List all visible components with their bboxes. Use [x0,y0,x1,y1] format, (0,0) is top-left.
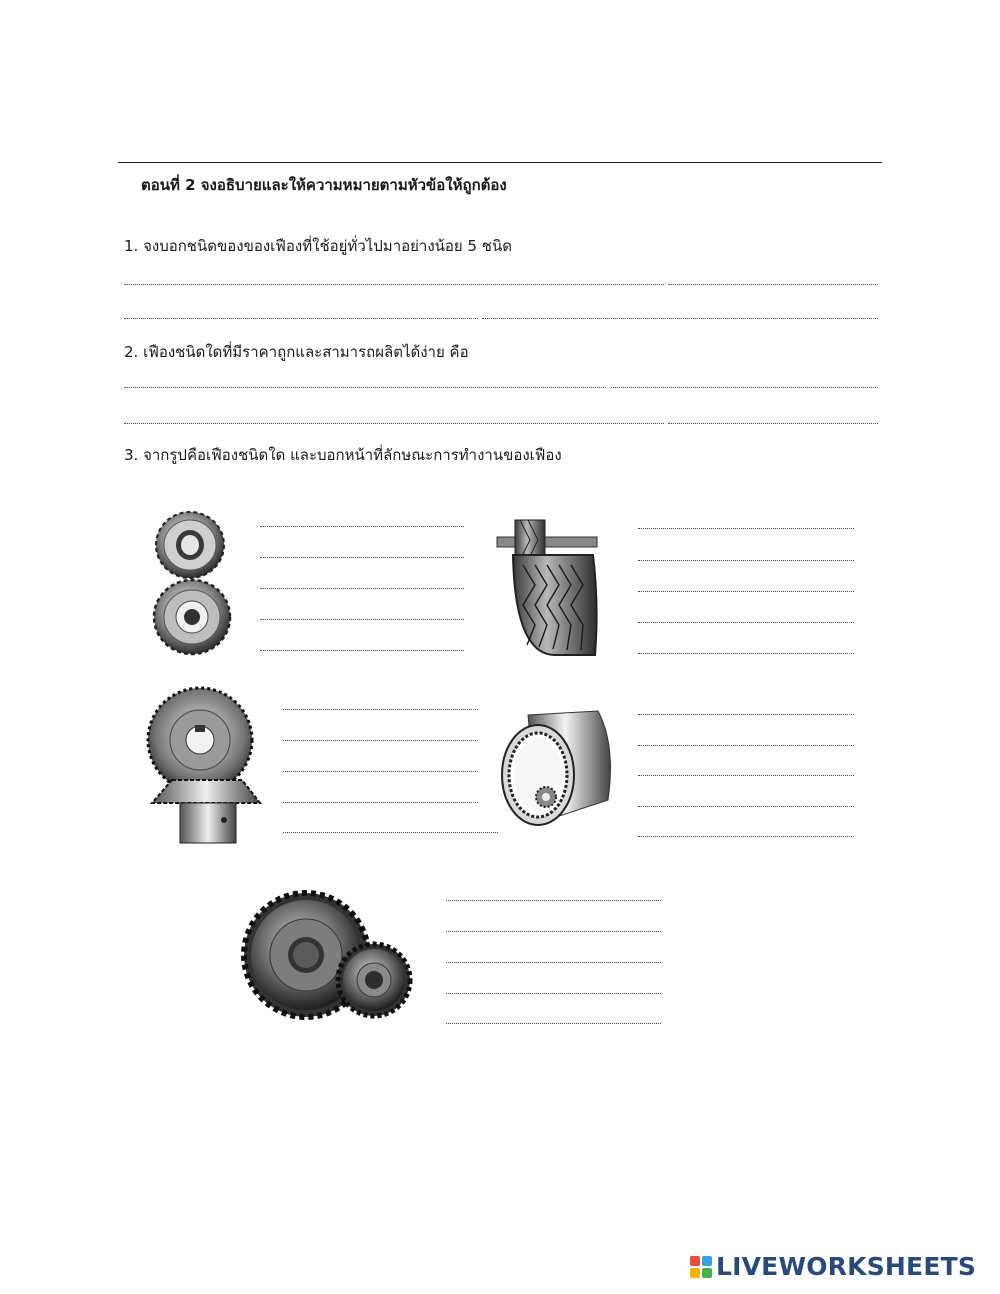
question-2: 2. เฟืองชนิดใดที่มีราคาถูกและสามารถผลิตได้ง่าย คือ [124,343,469,361]
answer-field[interactable] [260,619,464,620]
answer-field[interactable] [638,653,854,654]
bevel-gear-pair-icon [142,685,267,850]
answer-field[interactable] [283,832,498,833]
herringbone-gear-icon [495,515,605,660]
answer-field[interactable] [446,900,661,901]
answer-field[interactable] [638,560,854,561]
internal-ring-gear-icon [498,705,618,830]
answer-field[interactable] [638,714,854,715]
answer-field[interactable] [638,775,854,776]
answer-field[interactable] [260,588,464,589]
liveworksheets-brand [690,1252,976,1281]
answer-field[interactable] [638,745,854,746]
answer-field[interactable] [638,622,854,623]
answer-field[interactable] [638,806,854,807]
answer-field[interactable] [124,387,606,388]
answer-field[interactable] [124,318,478,319]
answer-field[interactable] [638,591,854,592]
answer-field[interactable] [446,993,661,994]
answer-field[interactable] [611,387,878,388]
answer-field[interactable] [283,802,478,803]
liveworksheets-logo-icon [690,1256,712,1278]
answer-field[interactable] [638,836,854,837]
answer-field[interactable] [124,284,664,285]
question-1: 1. จงบอกชนิดของของเฟืองที่ใช้อยู่ทั่วไปมาอย่างน้อย 5 ชนิด [124,237,512,255]
helical-gear-pair-icon [140,505,240,660]
spur-gear-pair-icon [238,885,416,1030]
answer-field[interactable] [260,526,464,527]
answer-field[interactable] [283,771,478,772]
answer-field[interactable] [124,423,664,424]
answer-field[interactable] [482,318,878,319]
answer-field[interactable] [638,528,854,529]
answer-field[interactable] [668,284,878,285]
answer-field[interactable] [283,709,478,710]
answer-field[interactable] [260,557,464,558]
section-divider [118,162,882,163]
answer-field[interactable] [260,650,464,651]
brand-name: LIVEWORKSHEETS [716,1252,977,1281]
answer-field[interactable] [283,740,478,741]
section-heading: ตอนที่ 2 จงอธิบายและให้ความหมายตามหัวข้อให้ถูกต้อง [141,176,507,194]
answer-field[interactable] [446,962,661,963]
answer-field[interactable] [446,1023,661,1024]
question-3: 3. จากรูปคือเฟืองชนิดใด และบอกหน้าที่ลักษณะการทำงานของเฟือง [124,446,562,464]
answer-field[interactable] [446,931,661,932]
answer-field[interactable] [668,423,878,424]
